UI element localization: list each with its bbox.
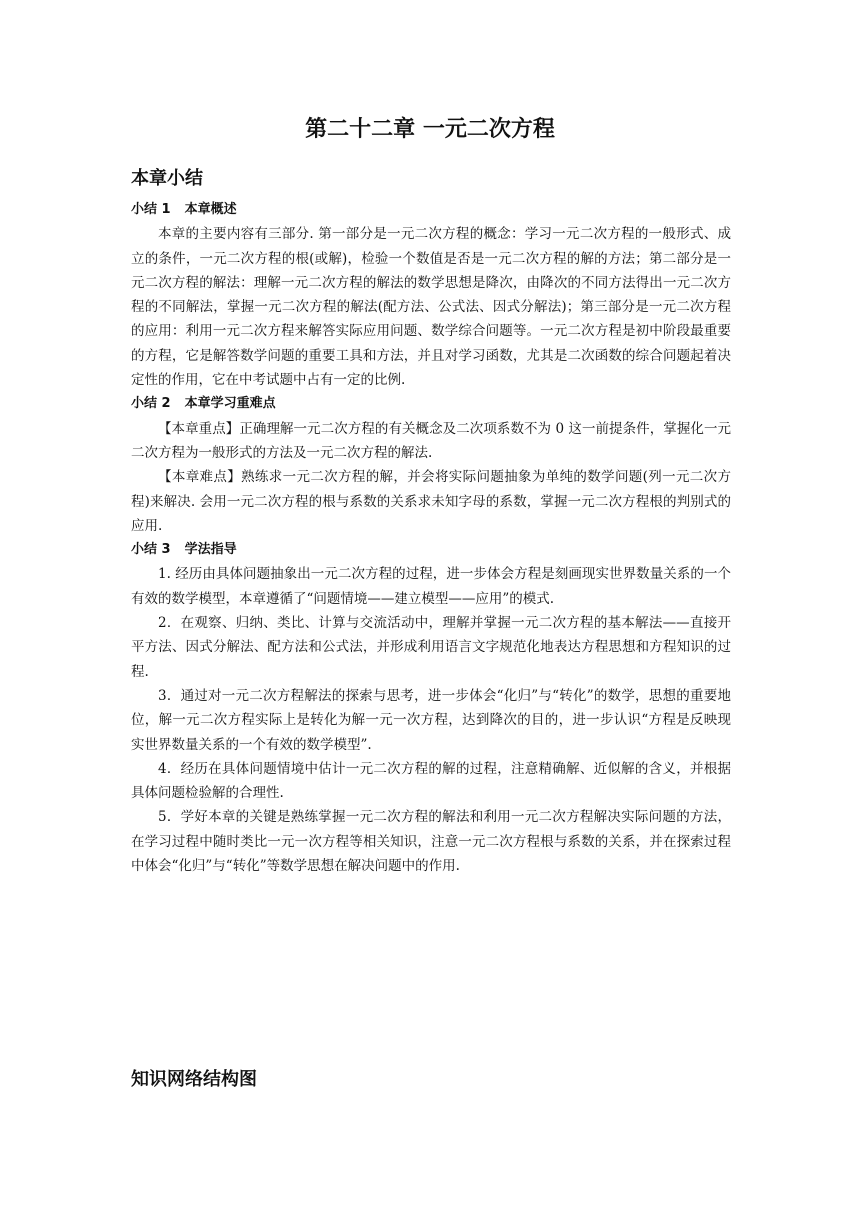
chapter-title: 第二十二章 一元二次方程 [305,116,555,142]
summary-3-label: 小结 3 [131,542,171,558]
summary-2-paragraph-difficulties: 【本章难点】熟练求一元二次方程的解，并会将实际问题抽象为单纯的数学问题(列一元二次方程)来解决. 会用一元二次方程的根与系数的关系求未知字母的系数，掌握一元二次方程根的判别式的应用. [131,469,731,534]
summary-3-item-3: 3．通过对一元二次方程解法的探索与思考，进一步体会“化归”与“转化”的数学，思想的重要地位，解一元二次方程实际上是转化为解一元一次方程，达到降次的目的，进一步认识“方程是反映现实世界数量关系的一个有效的数学模型”. [131,687,731,753]
summary-1-label: 小结 1 [131,202,171,217]
summary-body [131,198,731,878]
summary-1-heading [131,198,731,222]
section-heading-knowledge-network: 知识网络结构图 [131,1069,257,1090]
summary-2-paragraph-key-points: 【本章重点】正确理解一元二次方程的有关概念及二次项系数不为 0 这一前提条件，掌握化一元二次方程为一般形式的方法及一元二次方程的解法. [131,420,731,461]
summary-2-heading [131,392,731,416]
summary-2-title: 本章学习重难点 [184,396,276,412]
summary-3-title: 学法指导 [184,542,237,558]
summary-3-item-5: 5．学好本章的关键是熟练掌握一元二次方程的解法和利用一元二次方程解决实际问题的方法，在学习过程中随时类比一元一次方程等相关知识，注意一元二次方程根与系数的关系，并在探索过程中体会“化归”与“转化”等数学思想在解决问题中的作用. [131,809,731,875]
summary-3-item-2: 2．在观察、归纳、类比、计算与交流活动中，理解并掌握一元二次方程的基本解法——直接开平方法、因式分解法、配方法和公式法，并形成利用语言文字规范化地表达方程思想和方程知识的过程. [131,615,731,680]
summary-1-title: 本章概述 [184,202,237,217]
summary-3-item-1: 1. 经历由具体问题抽象出一元二次方程的过程，进一步体会方程是刻画现实世界数量关系的一个有效的数学模型，本章遵循了“问题情境——建立模型——应用”的模式. [131,566,731,607]
summary-2-label: 小结 2 [131,396,171,412]
summary-3-item-4: 4．经历在具体问题情境中估计一元二次方程的解的过程，注意精确解、近似解的含义，并根据具体问题检验解的合理性. [131,760,731,802]
summary-3-heading [131,538,731,562]
section-heading-summary: 本章小结 [131,168,203,189]
summary-1-paragraph: 本章的主要内容有三部分. 第一部分是一元二次方程的概念：学习一元二次方程的一般形式、成立的条件，一元二次方程的根(或解)，检验一个数值是否是一元二次方程的解的方法；第二部分是一元二次方程的解法：理解一元二次方程的解法的数学思想是降次，由降次的不同方法得出一元二次方程的不同解法，掌握一元二次方程的解法(配方法、公式法、因式分解法)；第三部分是一元二次方程的应用：利用一元二次方程来解答实际应用问题、数学综合问题等。一元二次方程是初中阶段最重要的方程，它是解答数学问题的重要工具和方法，并且对学习函数，尤其是二次函数的综合问题起着决定性的作用，它在中考试题中占有一定的比例. [131,226,731,389]
